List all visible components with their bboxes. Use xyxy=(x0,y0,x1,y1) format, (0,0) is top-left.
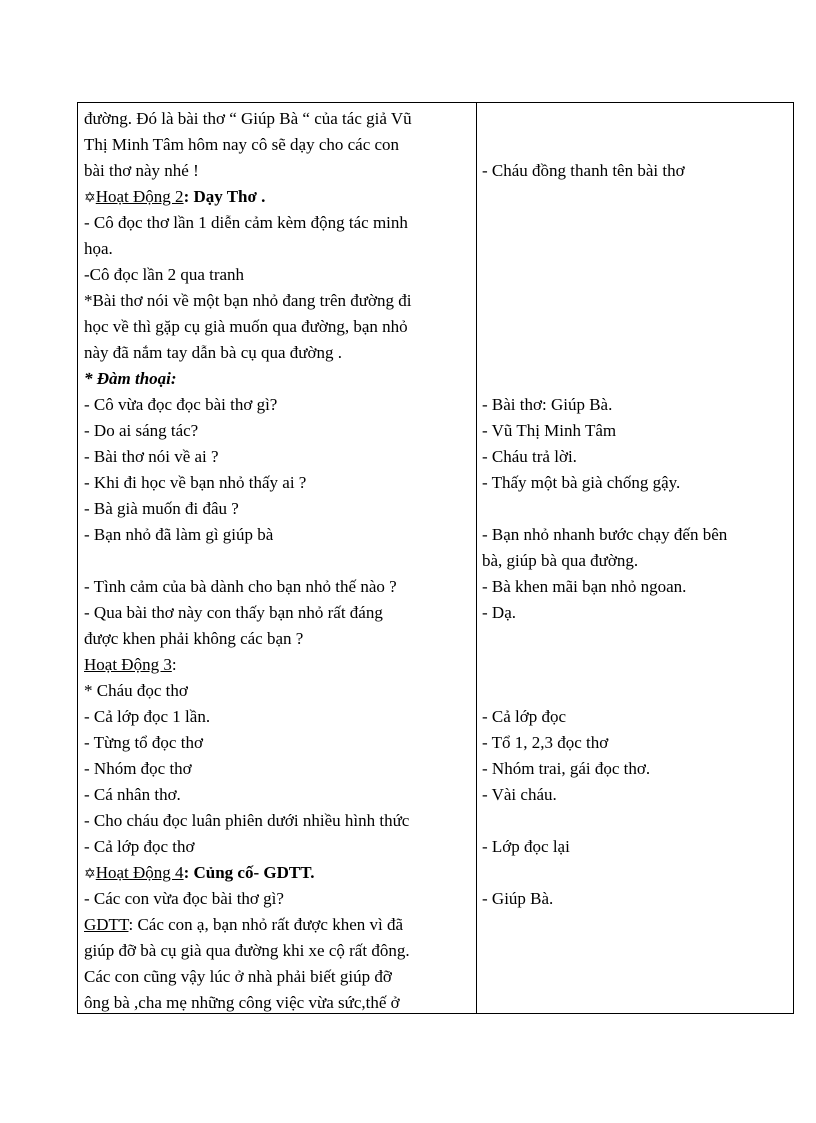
star-of-david-icon: ✡ xyxy=(84,867,96,882)
answer-line: - Vài cháu. xyxy=(482,785,557,804)
answer-line: - Cháu trả lời. xyxy=(482,447,577,466)
star-of-david-icon: ✡ xyxy=(84,191,96,206)
question-line: - Bạn nhỏ đã làm gì giúp bà xyxy=(84,525,274,544)
answer-line: - Giúp Bà. xyxy=(482,889,554,908)
text-line: - Nhóm đọc thơ xyxy=(84,759,192,778)
text-line: - Cô đọc thơ lần 1 diễn cảm kèm động tác minh xyxy=(84,213,408,232)
column-divider xyxy=(476,103,477,1013)
text-line: -Cô đọc lần 2 qua tranh xyxy=(84,265,245,284)
answer-line: - Bạn nhỏ nhanh bước chạy đến bên xyxy=(482,525,728,544)
question-line: - Cô vừa đọc đọc bài thơ gì? xyxy=(84,395,278,414)
text-line: học về thì gặp cụ già muốn qua đường, bạn nhỏ xyxy=(84,317,408,336)
answer-line: - Nhóm trai, gái đọc thơ. xyxy=(482,759,651,778)
text-line: - Cho cháu đọc luân phiên dưới nhiều hình thức xyxy=(84,811,410,830)
activity-2-title: Hoạt Động 2 xyxy=(95,187,184,206)
gdtt-label: GDTT xyxy=(84,915,129,934)
text-line: họa. xyxy=(84,239,113,258)
activity-4-subtitle: : Củng cố- GDTT. xyxy=(183,863,315,882)
answer-line: - Vũ Thị Minh Tâm xyxy=(482,421,617,440)
answer-line: - Bài thơ: Giúp Bà. xyxy=(482,395,613,414)
activity-3-title: Hoạt Động 3 xyxy=(84,655,172,674)
lesson-table xyxy=(77,102,794,1014)
answer-line: - Cháu đồng thanh tên bài thơ xyxy=(482,161,685,180)
answer-line: - Bà khen mãi bạn nhỏ ngoan. xyxy=(482,577,687,596)
text-line: - Cả lớp đọc thơ xyxy=(84,837,195,856)
answer-line: - Cả lớp đọc xyxy=(482,707,567,726)
text-line: giúp đỡ bà cụ già qua đường khi xe cộ rất đông. xyxy=(84,941,410,960)
text-line: Các con cũng vậy lúc ở nhà phải biết giúp đỡ xyxy=(84,967,392,986)
text-line: * Cháu đọc thơ xyxy=(84,681,188,700)
text-line: *Bài thơ nói về một bạn nhỏ đang trên đường đi xyxy=(84,291,412,310)
answer-line: bà, giúp bà qua đường. xyxy=(482,551,639,570)
activity-4-title: Hoạt Động 4 xyxy=(95,863,184,882)
activity-2-subtitle: : Dạy Thơ . xyxy=(183,187,266,206)
text-line: ông bà ,cha mẹ những công việc vừa sức,thế ở xyxy=(84,993,400,1012)
answer-line: - Tổ 1, 2,3 đọc thơ xyxy=(482,733,609,752)
text-line: - Các con vừa đọc bài thơ gì? xyxy=(84,889,284,908)
text-line: này đã nắm tay dẫn bà cụ qua đường . xyxy=(84,343,343,362)
question-line: - Bài thơ nói về ai ? xyxy=(84,447,219,466)
gdtt-line xyxy=(84,912,403,938)
question-line: được khen phải không các bạn ? xyxy=(84,629,304,648)
answer-line: - Lớp đọc lại xyxy=(482,837,570,856)
text-line: - Từng tổ đọc thơ xyxy=(84,733,203,752)
answer-line: - Dạ. xyxy=(482,603,516,622)
question-line: - Do ai sáng tác? xyxy=(84,421,199,440)
question-line: - Qua bài thơ này con thấy bạn nhỏ rất đáng xyxy=(84,603,383,622)
heading-activity-3 xyxy=(84,652,177,678)
question-line: - Khi đi học về bạn nhỏ thấy ai ? xyxy=(84,473,307,492)
dialogue-heading: * Đàm thoại: xyxy=(84,369,177,388)
question-line: - Tình cảm của bà dành cho bạn nhỏ thế nào ? xyxy=(84,577,397,596)
text-line: - Cá nhân thơ. xyxy=(84,785,181,804)
question-line: - Bà già muốn đi đâu ? xyxy=(84,499,239,518)
gdtt-text: : Các con ạ, bạn nhỏ rất được khen vì đã xyxy=(128,915,404,934)
text-line: - Cả lớp đọc 1 lần. xyxy=(84,707,211,726)
activity-3-colon: : xyxy=(171,655,177,674)
heading-activity-2 xyxy=(84,184,265,212)
heading-activity-4 xyxy=(84,860,315,888)
text-line: đường. Đó là bài thơ “ Giúp Bà “ của tác giả Vũ xyxy=(84,109,412,128)
answer-line: - Thấy một bà già chống gậy. xyxy=(482,473,681,492)
text-line: bài thơ này nhé ! xyxy=(84,161,199,180)
text-line: Thị Minh Tâm hôm nay cô sẽ dạy cho các con xyxy=(84,135,400,154)
